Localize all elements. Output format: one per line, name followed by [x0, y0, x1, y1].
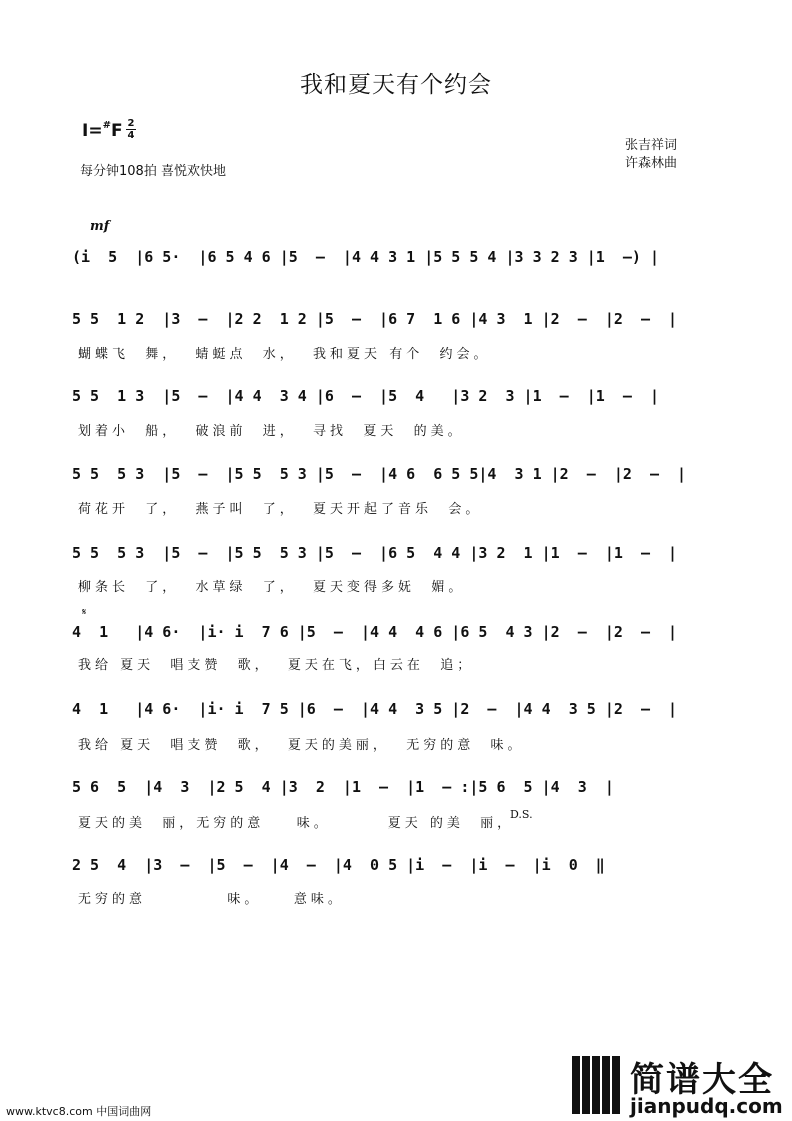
- segno-sign: 𝄋: [82, 607, 87, 618]
- score-row-5: [72, 541, 722, 573]
- key-prefix: I=: [82, 121, 103, 141]
- notes-row-6: 4 1 |4 6· |i· i 7 6 |5 – |4 4 4 6 |6 5 4 3 |2 – |2 – |: [72, 623, 678, 641]
- score-title: 我和夏天有个约会: [300, 72, 492, 98]
- key-signature: [82, 120, 123, 141]
- lyrics-row-5: 柳条长 了， 水草绿 了， 夏天变得多妩 媚。: [78, 580, 466, 595]
- lyrics-row-2: 蝴蝶飞 舞， 蜻蜓点 水， 我和夏天 有个 约会。: [78, 347, 491, 362]
- score-row-4: [72, 462, 722, 494]
- dynamic-marking: mf: [90, 219, 110, 234]
- score-row-8: [72, 775, 722, 807]
- logo-domain: jianpudq.com: [630, 1094, 783, 1118]
- notes-row-9: 2 5 4 |3 – |5 – |4 – |4 0 5 |i – |i – |i 0 ‖: [72, 856, 605, 874]
- tempo-marking: 每分钟108拍 喜悦欢快地: [80, 164, 226, 179]
- footer-url: www.ktvc8.com 中国词曲网: [6, 1105, 152, 1118]
- key-sharp: #: [102, 120, 111, 131]
- lyrics-row-3: 划着小 船， 破浪前 进， 寻找 夏天 的美。: [78, 424, 465, 439]
- score-row-2: [72, 307, 722, 339]
- score-row-7: [72, 697, 722, 729]
- lyrics-row-6: 我给 夏天 唱支赞 歌， 夏天在飞，白云在 追；: [78, 658, 475, 673]
- ds-marking: D.S.: [510, 808, 533, 821]
- notes-row-3: 5 5 1 3 |5 – |4 4 3 4 |6 – |5 4 |3 2 3 |1 – |1 – |: [72, 387, 659, 405]
- score-row-9: [72, 853, 722, 885]
- notes-row-1: (i 5 |6 5· |6 5 4 6 |5 – |4 4 3 1 |5 5 5 4 |3 3 2 3 |1 –) |: [72, 248, 659, 266]
- time-top: 2: [127, 118, 135, 129]
- score-row-6: [72, 620, 722, 652]
- lyrics-row-7: 我给 夏天 唱支赞 歌， 夏天的美丽， 无穷的意 味。: [78, 738, 525, 753]
- time-signature: [126, 118, 136, 141]
- notes-row-2: 5 5 1 2 |3 – |2 2 1 2 |5 – |6 7 1 6 |4 3 1 |2 – |2 – |: [72, 310, 678, 328]
- score-row-3: [72, 384, 722, 416]
- site-logo: [572, 1052, 788, 1118]
- notes-row-5: 5 5 5 3 |5 – |5 5 5 3 |5 – |6 5 4 4 |3 2 1 |1 – |1 – |: [72, 544, 678, 562]
- logo-brand: 简谱大全: [630, 1060, 774, 1100]
- notes-row-4: 5 5 5 3 |5 – |5 5 5 3 |5 – |4 6 6 5 5|4 3 1 |2 – |2 – |: [72, 465, 687, 483]
- notes-row-7: 4 1 |4 6· |i· i 7 5 |6 – |4 4 3 5 |2 – |4 4 3 5 |2 – |: [72, 700, 678, 718]
- score-row-1: [72, 245, 722, 277]
- composer-credit: 许森林曲: [625, 156, 678, 171]
- lyricist-credit: 张吉祥词: [625, 138, 678, 153]
- notes-row-8: 5 6 5 |4 3 |2 5 4 |3 2 |1 – |1 – :|5 6 5 |4 3 |: [72, 778, 614, 796]
- lyrics-row-4: 荷花开 了， 燕子叫 了， 夏天开起了音乐 会。: [78, 502, 483, 517]
- time-bottom: 4: [127, 130, 135, 141]
- key-note: F: [110, 121, 123, 141]
- piano-keys-icon: [572, 1056, 622, 1114]
- lyrics-row-9: 无穷的意 味。 意味。: [78, 892, 345, 907]
- lyrics-row-8: 夏天的美 丽，无穷的意 味。 夏天 的美 丽，: [78, 816, 515, 831]
